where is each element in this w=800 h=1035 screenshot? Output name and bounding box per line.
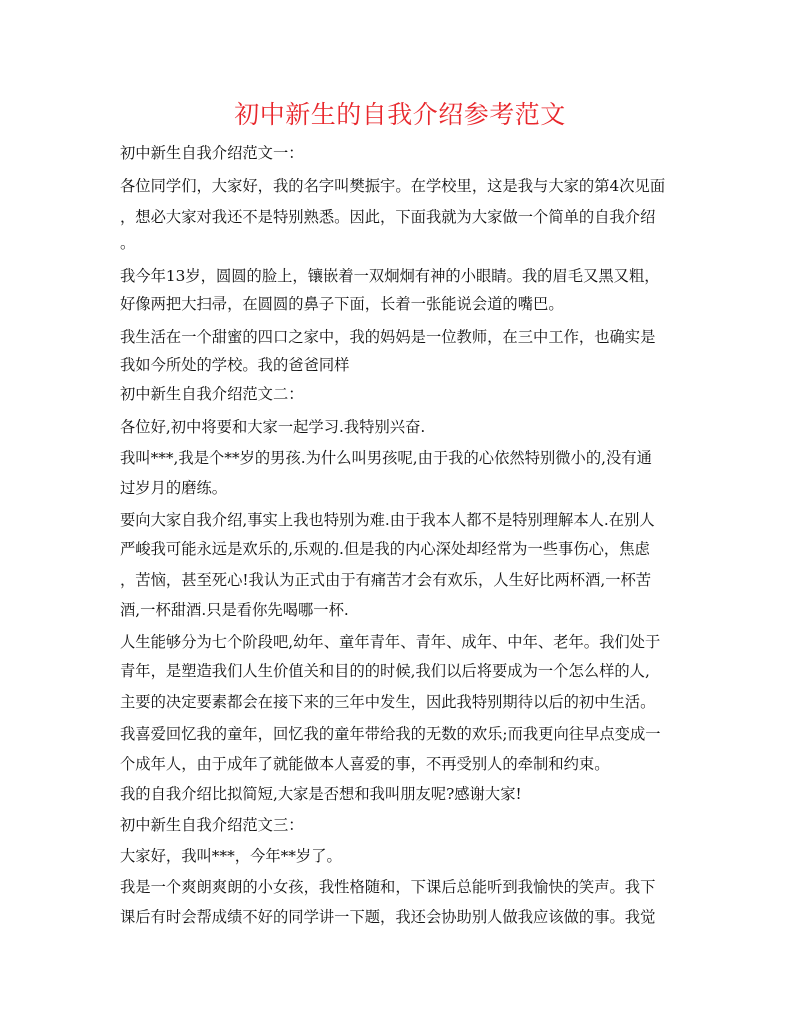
paragraph-line: 个成年人，由于成年了就能做本人喜爱的事，不再受别人的牵制和约束。 (120, 755, 610, 773)
paragraph-line: 我叫***,我是个**岁的男孩.为什么叫男孩呢,由于我的心依然特别微小的,没有通 (120, 449, 652, 467)
paragraph-line: 人生能够分为七个阶段吧,幼年、童年青年、青年、成年、中年、老年。我们处于 (120, 633, 661, 651)
paragraph-line: 酒,一杯甜酒.只是看你先喝哪一杯. (120, 601, 349, 619)
paragraph-line: 课后有时会帮成绩不好的同学讲一下题，我还会协助别人做我应该做的事。我觉 (120, 908, 656, 926)
paragraph-line: 好像两把大扫帚，在圆圆的鼻子下面，长着一张能说会道的嘴巴。 (120, 295, 564, 313)
paragraph-line: 各位同学们，大家好，我的名字叫樊振宇。在学校里，这是我与大家的第4次见面 (120, 177, 666, 195)
paragraph-line: 我如今所处的学校。我的爸爸同样 (120, 356, 350, 374)
paragraph-line: ，苦恼，甚至死心!我认为正式由于有痛苦才会有欢乐，人生好比两杯酒,一杯苦 (120, 571, 652, 589)
document-title: 初中新生的自我介绍参考范文 (234, 100, 566, 129)
paragraph-line: 我今年13岁，圆圆的脸上，镶嵌着一双炯炯有神的小眼睛。我的眉毛又黑又粗， (120, 267, 660, 285)
paragraph-line: 。 (120, 234, 136, 252)
paragraph-line: 主要的决定要素都会在接下来的三年中发生，因此我特别期待以后的初中生活。 (120, 693, 656, 711)
paragraph-line: 各位好,初中将要和大家一起学习.我特别兴奋. (120, 418, 426, 436)
paragraph-line: 初中新生自我介绍范文二： (120, 385, 304, 403)
paragraph-line: 初中新生自我介绍范文一： (120, 144, 304, 162)
paragraph-line: 过岁月的磨练。 (120, 479, 228, 497)
paragraph-line: 我喜爱回忆我的童年，回忆我的童年带给我的无数的欢乐;而我更向往早点变成一 (120, 725, 661, 743)
paragraph-line: 我生活在一个甜蜜的四口之家中，我的妈妈是一位教师，在三中工作，也确实是 (120, 328, 656, 346)
paragraph-line: 要向大家自我介绍,事实上我也特别为难.由于我本人都不是特别理解本人.在别人 (120, 511, 655, 529)
paragraph-line: 大家好，我叫***，今年**岁了。 (120, 847, 342, 865)
paragraph-line: 我的自我介绍比拟简短,大家是否想和我叫朋友呢?感谢大家! (120, 785, 522, 803)
paragraph-line: 严峻我可能永远是欢乐的,乐观的.但是我的内心深处却经常为一些事伤心，焦虑 (120, 540, 650, 558)
paragraph-line: 初中新生自我介绍范文三： (120, 816, 304, 834)
paragraph-line: 青年，是塑造我们人生价值关和目的的时候,我们以后将要成为一个怎么样的人, (120, 662, 650, 680)
paragraph-line: 我是一个爽朗爽朗的小女孩，我性格随和，下课后总能听到我愉快的笑声。我下 (120, 878, 656, 896)
paragraph-line: ，想必大家对我还不是特别熟悉。因此，下面我就为大家做一个简单的自我介绍 (120, 208, 656, 226)
